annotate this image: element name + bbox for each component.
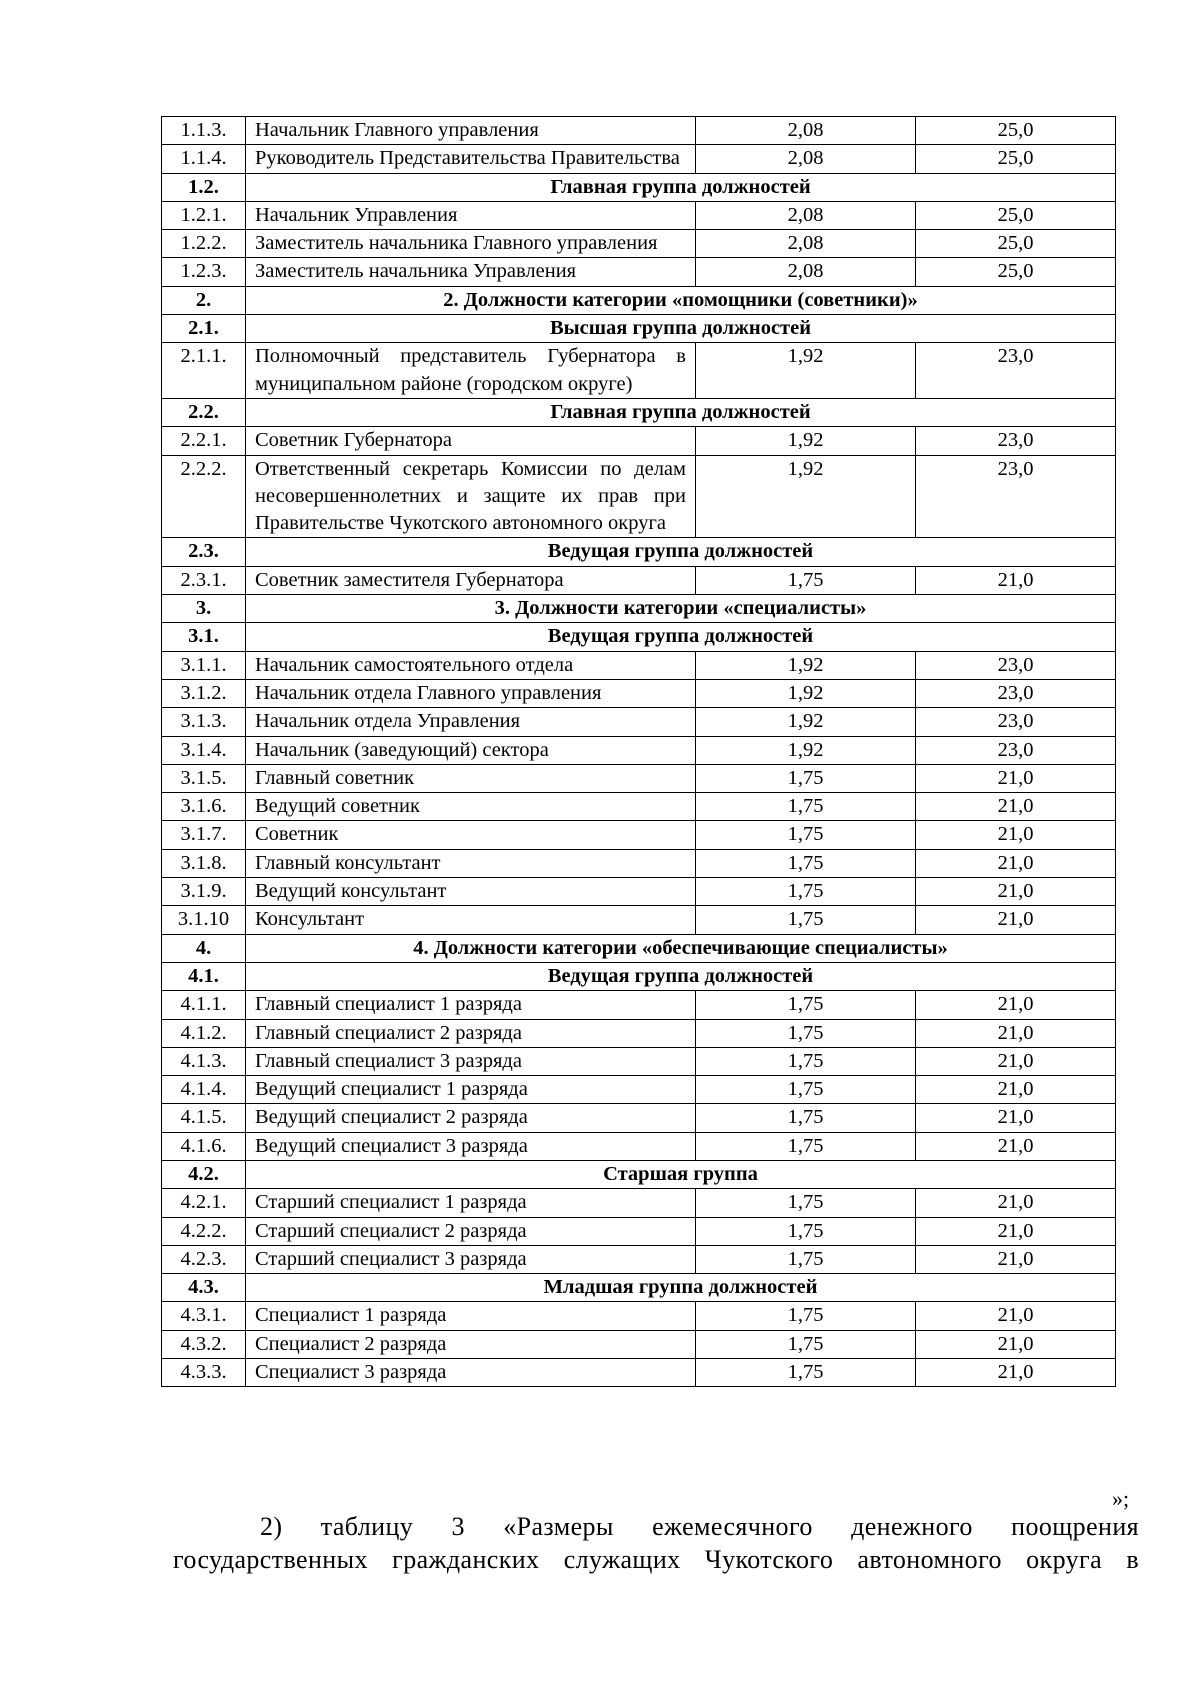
coefficient-value: 2,08 bbox=[696, 230, 916, 258]
paragraph-line: государственных гражданских служащих Чукотского автономного округа в bbox=[173, 1545, 1139, 1574]
coefficient-value: 1,92 bbox=[696, 455, 916, 538]
coefficient-value: 2,08 bbox=[696, 145, 916, 173]
coefficient-value: 1,92 bbox=[696, 736, 916, 764]
row-number: 3.1.7. bbox=[162, 821, 246, 849]
percent-value: 21,0 bbox=[916, 1359, 1116, 1387]
position-name: Советник bbox=[246, 821, 696, 849]
coefficient-value: 2,08 bbox=[696, 258, 916, 286]
row-number: 4.3.1. bbox=[162, 1302, 246, 1330]
position-name: Ведущий специалист 2 разряда bbox=[246, 1104, 696, 1132]
position-name: Старший специалист 3 разряда bbox=[246, 1245, 696, 1273]
position-name: Полномочный представитель Губернатора в муниципальном районе (городском округе) bbox=[246, 343, 696, 399]
group-header-row bbox=[162, 173, 1116, 201]
percent-value: 21,0 bbox=[916, 1330, 1116, 1358]
group-header-row bbox=[162, 934, 1116, 962]
percent-value: 21,0 bbox=[916, 906, 1116, 934]
group-header-label: 4. Должности категории «обеспечивающие специалисты» bbox=[246, 934, 1116, 962]
row-number: 3.1.10 bbox=[162, 906, 246, 934]
row-number: 1.2.3. bbox=[162, 258, 246, 286]
position-name: Специалист 1 разряда bbox=[246, 1302, 696, 1330]
position-name: Начальник Главного управления bbox=[246, 117, 696, 145]
percent-value: 21,0 bbox=[916, 793, 1116, 821]
row-number: 2.2.2. bbox=[162, 455, 246, 538]
group-header-row bbox=[162, 623, 1116, 651]
closing-quote: »; bbox=[1112, 1486, 1130, 1511]
coefficient-value: 1,75 bbox=[696, 991, 916, 1019]
table-row bbox=[162, 1076, 1116, 1104]
group-header-label: 3. Должности категории «специалисты» bbox=[246, 595, 1116, 623]
table-row bbox=[162, 1019, 1116, 1047]
position-name: Главный специалист 3 разряда bbox=[246, 1047, 696, 1075]
group-header-label: Младшая группа должностей bbox=[246, 1274, 1116, 1302]
position-name: Начальник Управления bbox=[246, 201, 696, 229]
position-name: Начальник отдела Главного управления bbox=[246, 679, 696, 707]
coefficient-value: 1,75 bbox=[696, 1302, 916, 1330]
group-header-label: Главная группа должностей bbox=[246, 398, 1116, 426]
table-row bbox=[162, 1359, 1116, 1387]
percent-value: 21,0 bbox=[916, 764, 1116, 792]
coefficient-value: 1,75 bbox=[696, 1132, 916, 1160]
coefficient-value: 2,08 bbox=[696, 117, 916, 145]
row-number: 3.1.9. bbox=[162, 878, 246, 906]
percent-value: 21,0 bbox=[916, 1076, 1116, 1104]
coefficient-value: 1,75 bbox=[696, 1047, 916, 1075]
row-number: 3.1.8. bbox=[162, 849, 246, 877]
row-number: 4.2. bbox=[162, 1160, 246, 1188]
group-header-label: Ведущая группа должностей bbox=[246, 623, 1116, 651]
percent-value: 21,0 bbox=[916, 1104, 1116, 1132]
percent-value: 25,0 bbox=[916, 230, 1116, 258]
table-row bbox=[162, 821, 1116, 849]
table-row bbox=[162, 651, 1116, 679]
coefficient-value: 1,75 bbox=[696, 793, 916, 821]
coefficient-value: 1,75 bbox=[696, 1245, 916, 1273]
percent-value: 21,0 bbox=[916, 1189, 1116, 1217]
coefficient-value: 1,75 bbox=[696, 1019, 916, 1047]
percent-value: 23,0 bbox=[916, 651, 1116, 679]
percent-value: 23,0 bbox=[916, 427, 1116, 455]
position-name: Начальник отдела Управления bbox=[246, 708, 696, 736]
coefficient-value: 1,75 bbox=[696, 1330, 916, 1358]
coefficient-value: 1,75 bbox=[696, 821, 916, 849]
coefficient-value: 1,92 bbox=[696, 427, 916, 455]
table-row bbox=[162, 566, 1116, 594]
percent-value: 23,0 bbox=[916, 736, 1116, 764]
row-number: 4.1.5. bbox=[162, 1104, 246, 1132]
percent-value: 23,0 bbox=[916, 708, 1116, 736]
position-name: Ведущий специалист 3 разряда bbox=[246, 1132, 696, 1160]
percent-value: 23,0 bbox=[916, 679, 1116, 707]
table-row bbox=[162, 1047, 1116, 1075]
group-header-row bbox=[162, 1274, 1116, 1302]
row-number: 2.3.1. bbox=[162, 566, 246, 594]
percent-value: 21,0 bbox=[916, 1302, 1116, 1330]
row-number: 2.2.1. bbox=[162, 427, 246, 455]
table-row bbox=[162, 1302, 1116, 1330]
table-row bbox=[162, 201, 1116, 229]
coefficient-value: 1,92 bbox=[696, 651, 916, 679]
row-number: 1.2. bbox=[162, 173, 246, 201]
position-name: Советник Губернатора bbox=[246, 427, 696, 455]
row-number: 4.2.2. bbox=[162, 1217, 246, 1245]
table-row bbox=[162, 1132, 1116, 1160]
row-number: 4.1.4. bbox=[162, 1076, 246, 1104]
table-row bbox=[162, 1104, 1116, 1132]
percent-value: 21,0 bbox=[916, 849, 1116, 877]
percent-value: 21,0 bbox=[916, 1217, 1116, 1245]
percent-value: 25,0 bbox=[916, 117, 1116, 145]
position-name: Заместитель начальника Управления bbox=[246, 258, 696, 286]
row-number: 1.2.1. bbox=[162, 201, 246, 229]
percent-value: 21,0 bbox=[916, 1132, 1116, 1160]
row-number: 1.2.2. bbox=[162, 230, 246, 258]
percent-value: 21,0 bbox=[916, 566, 1116, 594]
percent-value: 21,0 bbox=[916, 1047, 1116, 1075]
position-name: Консультант bbox=[246, 906, 696, 934]
row-number: 4.1.1. bbox=[162, 991, 246, 1019]
row-number: 3.1.4. bbox=[162, 736, 246, 764]
percent-value: 23,0 bbox=[916, 455, 1116, 538]
row-number: 3.1. bbox=[162, 623, 246, 651]
table-row bbox=[162, 117, 1116, 145]
position-name: Специалист 2 разряда bbox=[246, 1330, 696, 1358]
position-name: Специалист 3 разряда bbox=[246, 1359, 696, 1387]
position-name: Ответственный секретарь Комиссии по делам несовершеннолетних и защите их прав при Правительстве Чукотского автономного округа bbox=[246, 455, 696, 538]
body-paragraph bbox=[173, 1510, 1139, 1576]
group-header-label: Ведущая группа должностей bbox=[246, 962, 1116, 990]
row-number: 3.1.3. bbox=[162, 708, 246, 736]
percent-value: 25,0 bbox=[916, 145, 1116, 173]
coefficient-value: 1,75 bbox=[696, 1189, 916, 1217]
table-row bbox=[162, 1189, 1116, 1217]
table-row bbox=[162, 906, 1116, 934]
row-number: 3.1.1. bbox=[162, 651, 246, 679]
row-number: 4.3. bbox=[162, 1274, 246, 1302]
group-header-row bbox=[162, 398, 1116, 426]
positions-table-body bbox=[162, 117, 1116, 1387]
row-number: 2.2. bbox=[162, 398, 246, 426]
position-name: Главный консультант bbox=[246, 849, 696, 877]
percent-value: 25,0 bbox=[916, 201, 1116, 229]
table-row bbox=[162, 258, 1116, 286]
row-number: 2.1.1. bbox=[162, 343, 246, 399]
percent-value: 25,0 bbox=[916, 258, 1116, 286]
coefficient-value: 1,75 bbox=[696, 1076, 916, 1104]
table-row bbox=[162, 230, 1116, 258]
paragraph-line: 2) таблицу 3 «Размеры ежемесячного денежного поощрения bbox=[260, 1512, 1139, 1541]
coefficient-value: 1,75 bbox=[696, 878, 916, 906]
table-row bbox=[162, 427, 1116, 455]
row-number: 3.1.5. bbox=[162, 764, 246, 792]
percent-value: 23,0 bbox=[916, 343, 1116, 399]
group-header-label: Старшая группа bbox=[246, 1160, 1116, 1188]
position-name: Ведущий консультант bbox=[246, 878, 696, 906]
group-header-row bbox=[162, 1160, 1116, 1188]
coefficient-value: 1,75 bbox=[696, 849, 916, 877]
group-header-label: Главная группа должностей bbox=[246, 173, 1116, 201]
coefficient-value: 1,75 bbox=[696, 1217, 916, 1245]
percent-value: 21,0 bbox=[916, 878, 1116, 906]
coefficient-value: 2,08 bbox=[696, 201, 916, 229]
row-number: 2.1. bbox=[162, 315, 246, 343]
coefficient-value: 1,75 bbox=[696, 1104, 916, 1132]
percent-value: 21,0 bbox=[916, 821, 1116, 849]
position-name: Начальник самостоятельного отдела bbox=[246, 651, 696, 679]
table-row bbox=[162, 1330, 1116, 1358]
table-row bbox=[162, 849, 1116, 877]
percent-value: 21,0 bbox=[916, 1245, 1116, 1273]
row-number: 4.1.6. bbox=[162, 1132, 246, 1160]
percent-value: 21,0 bbox=[916, 1019, 1116, 1047]
position-name: Главный специалист 2 разряда bbox=[246, 1019, 696, 1047]
group-header-row bbox=[162, 538, 1116, 566]
row-number: 3.1.6. bbox=[162, 793, 246, 821]
position-name: Главный специалист 1 разряда bbox=[246, 991, 696, 1019]
table-row bbox=[162, 1217, 1116, 1245]
table-row bbox=[162, 708, 1116, 736]
coefficient-value: 1,92 bbox=[696, 343, 916, 399]
table-row bbox=[162, 343, 1116, 399]
coefficient-value: 1,75 bbox=[696, 1359, 916, 1387]
position-name: Начальник (заведующий) сектора bbox=[246, 736, 696, 764]
row-number: 4.2.1. bbox=[162, 1189, 246, 1217]
row-number: 4. bbox=[162, 934, 246, 962]
row-number: 4.1.2. bbox=[162, 1019, 246, 1047]
group-header-row bbox=[162, 595, 1116, 623]
row-number: 2.3. bbox=[162, 538, 246, 566]
position-name: Старший специалист 1 разряда bbox=[246, 1189, 696, 1217]
row-number: 4.1. bbox=[162, 962, 246, 990]
table-row bbox=[162, 1245, 1116, 1273]
row-number: 1.1.4. bbox=[162, 145, 246, 173]
table-row bbox=[162, 991, 1116, 1019]
group-header-label: 2. Должности категории «помощники (советники)» bbox=[246, 286, 1116, 314]
group-header-label: Высшая группа должностей bbox=[246, 315, 1116, 343]
coefficient-value: 1,75 bbox=[696, 906, 916, 934]
group-header-row bbox=[162, 286, 1116, 314]
table-row bbox=[162, 145, 1116, 173]
table-row bbox=[162, 878, 1116, 906]
table-row bbox=[162, 764, 1116, 792]
position-name: Главный советник bbox=[246, 764, 696, 792]
coefficient-value: 1,75 bbox=[696, 764, 916, 792]
percent-value: 21,0 bbox=[916, 991, 1116, 1019]
position-name: Руководитель Представительства Правительства bbox=[246, 145, 696, 173]
table-row bbox=[162, 455, 1116, 538]
row-number: 4.3.2. bbox=[162, 1330, 246, 1358]
table-row bbox=[162, 793, 1116, 821]
table-row bbox=[162, 736, 1116, 764]
row-number: 3.1.2. bbox=[162, 679, 246, 707]
coefficient-value: 1,75 bbox=[696, 566, 916, 594]
row-number: 1.1.3. bbox=[162, 117, 246, 145]
row-number: 2. bbox=[162, 286, 246, 314]
group-header-row bbox=[162, 315, 1116, 343]
position-name: Заместитель начальника Главного управления bbox=[246, 230, 696, 258]
positions-table bbox=[161, 116, 1116, 1387]
coefficient-value: 1,92 bbox=[696, 679, 916, 707]
table-row bbox=[162, 679, 1116, 707]
position-name: Советник заместителя Губернатора bbox=[246, 566, 696, 594]
group-header-label: Ведущая группа должностей bbox=[246, 538, 1116, 566]
row-number: 4.2.3. bbox=[162, 1245, 246, 1273]
row-number: 4.3.3. bbox=[162, 1359, 246, 1387]
position-name: Старший специалист 2 разряда bbox=[246, 1217, 696, 1245]
position-name: Ведущий советник bbox=[246, 793, 696, 821]
row-number: 3. bbox=[162, 595, 246, 623]
coefficient-value: 1,92 bbox=[696, 708, 916, 736]
position-name: Ведущий специалист 1 разряда bbox=[246, 1076, 696, 1104]
group-header-row bbox=[162, 962, 1116, 990]
row-number: 4.1.3. bbox=[162, 1047, 246, 1075]
